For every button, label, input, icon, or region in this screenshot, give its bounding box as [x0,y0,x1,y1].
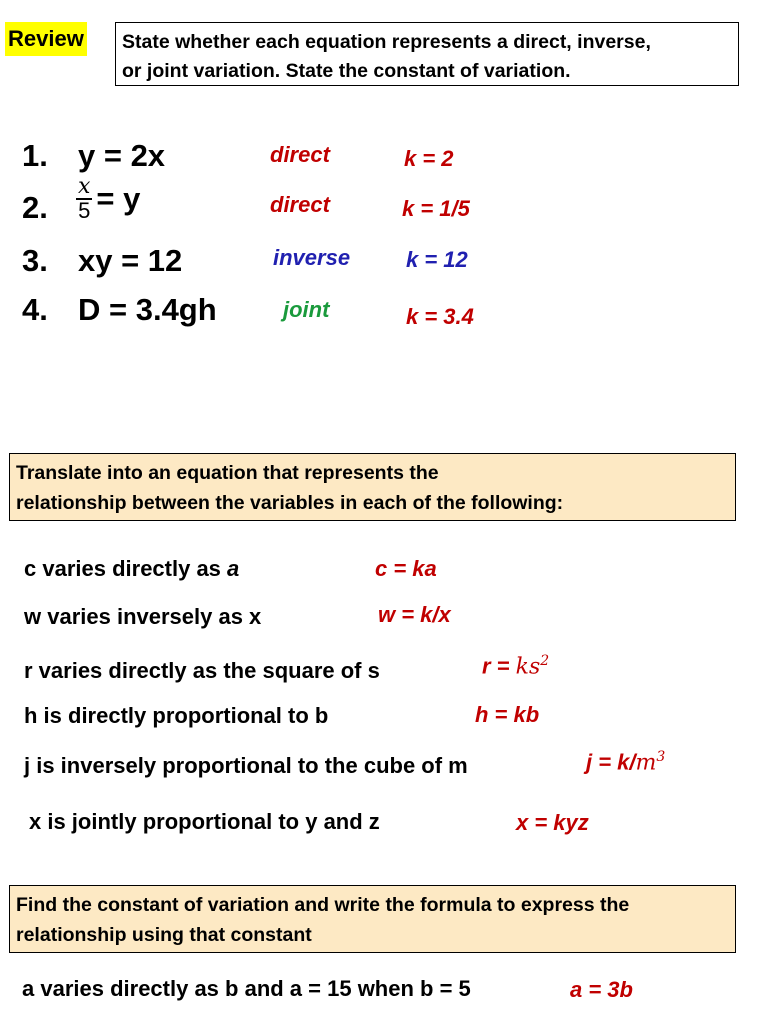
equation-3-constant: k = 12 [406,247,468,272]
translation-5-equation-math: m [635,750,657,776]
translation-2-equation: w = k/x [378,602,451,627]
equation-2-constant: k = 1/5 [402,196,470,221]
constant-problem-1-answer: a = 3b [570,977,633,1002]
translation-4-equation: h = kb [475,702,540,727]
equation-2-fraction-denominator: 5 [78,198,91,223]
translation-3-equation-exponent: 2 [540,653,550,669]
equation-2-rest: = y [96,181,141,216]
translation-4-statement: h is directly proportional to b [24,703,329,728]
translation-1-statement-variable: a [227,556,240,581]
translate-instructions-line-1: Translate into an equation that represents the [16,462,439,484]
translate-instructions-line-2: relationship between the variables in each of the following: [16,492,564,514]
constant-instructions-line-1: Find the constant of variation and write the formula to express the [16,894,630,916]
translation-3-equation-math: ks [515,654,541,680]
review-instructions-line-2: or joint variation. State the constant of variation. [122,60,571,82]
equation-3-type: inverse [273,245,351,270]
equation-2-number: 2. [22,190,48,225]
equation-2-expression [76,176,140,222]
review-instructions-line-1: State whether each equation represents a direct, inverse, [122,31,651,53]
translation-5-equation [586,749,665,775]
translation-5-statement: j is inversely proportional to the cube of m [24,753,468,778]
translation-3-equation [482,653,549,679]
equation-4-number: 4. [22,292,48,327]
translate-instructions-box [9,453,736,521]
constant-instructions-box [9,885,736,953]
translation-3-statement: r varies directly as the square of s [24,658,380,683]
translation-6-statement: x is jointly proportional to y and z [29,809,380,834]
equation-4-constant: k = 3.4 [406,304,474,329]
equation-2-fraction-numerator: x [78,174,91,199]
constant-instructions-line-2: relationship using that constant [16,924,312,946]
translation-1-statement-text: c varies directly as [24,556,228,581]
translation-6-equation: x = kyz [516,810,589,835]
review-label: Review [5,22,87,56]
equation-1-type: direct [270,142,330,167]
equation-3-expression: xy = 12 [78,243,183,278]
review-instructions-box [115,22,739,86]
equation-3-number: 3. [22,243,48,278]
equation-1-expression: y = 2x [78,138,166,173]
equation-4-type: joint [283,297,330,322]
translation-2-statement: w varies inversely as x [24,604,262,629]
translation-1-statement [24,556,239,582]
translation-1-equation: c = ka [375,556,437,581]
constant-problem-1-statement: a varies directly as b and a = 15 when b = 5 [22,976,471,1001]
equation-2-fraction [76,176,92,222]
translation-5-equation-exponent: 3 [656,749,666,765]
equation-2-type: direct [270,192,330,217]
equation-1-number: 1. [22,138,48,173]
equation-1-constant: k = 2 [404,146,454,171]
translation-3-equation-prefix: r = [482,653,516,679]
translation-5-equation-prefix: j = k/ [586,749,636,775]
equation-4-expression: D = 3.4gh [78,292,217,327]
